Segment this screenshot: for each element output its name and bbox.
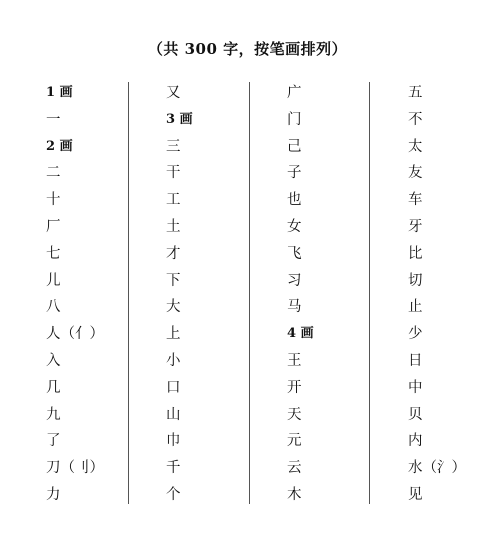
character-cell: 工 <box>166 192 181 209</box>
character-cell: 元 <box>287 433 302 450</box>
character-cell: 下 <box>166 272 181 289</box>
stroke-count-heading: 4 画 <box>287 326 314 342</box>
character-cell: 人（亻） <box>46 326 104 343</box>
table-column <box>408 80 495 509</box>
table-column <box>287 80 407 509</box>
character-cell: 开 <box>287 379 302 396</box>
character-cell: 子 <box>287 165 302 182</box>
character-cell: 刀（刂） <box>46 460 104 477</box>
character-cell: 切 <box>408 272 423 289</box>
character-cell: 中 <box>408 379 423 396</box>
character-cell: 几 <box>46 379 61 396</box>
character-cell: 九 <box>46 406 61 423</box>
character-cell: 力 <box>46 486 61 503</box>
character-cell: 十 <box>46 192 61 209</box>
character-cell: 个 <box>166 486 181 503</box>
character-cell: 比 <box>408 245 423 262</box>
stroke-count-heading: 1 画 <box>46 85 73 100</box>
character-cell: 山 <box>166 406 181 423</box>
character-cell: 也 <box>287 192 302 209</box>
character-cell: 少 <box>408 326 423 343</box>
table-column <box>166 80 286 509</box>
character-cell: 千 <box>166 460 181 477</box>
character-cell: 三 <box>166 138 181 155</box>
character-cell: 女 <box>287 218 302 235</box>
character-cell: 日 <box>408 352 423 369</box>
character-cell: 习 <box>287 272 302 289</box>
stroke-count-heading: 2 画 <box>46 138 73 154</box>
character-cell: 干 <box>166 165 181 182</box>
character-cell: 口 <box>166 379 181 396</box>
character-cell: 五 <box>408 85 423 101</box>
character-cell: 见 <box>408 486 423 503</box>
character-cell: 七 <box>46 245 61 262</box>
character-cell: 天 <box>287 406 302 423</box>
character-cell: 土 <box>166 218 181 235</box>
character-cell: 车 <box>408 192 423 209</box>
character-cell: 太 <box>408 138 423 155</box>
character-cell: 上 <box>166 326 181 343</box>
character-cell: 水（氵） <box>408 460 466 477</box>
character-cell: 止 <box>408 299 423 316</box>
character-cell: 内 <box>408 433 423 450</box>
character-cell: 了 <box>46 433 61 450</box>
character-cell: 云 <box>287 460 302 477</box>
character-cell: 木 <box>287 486 302 503</box>
character-cell: 入 <box>46 352 61 369</box>
character-cell: 己 <box>287 138 302 155</box>
character-cell: 贝 <box>408 406 423 423</box>
character-cell: 大 <box>166 299 181 316</box>
table-column <box>46 80 166 509</box>
character-cell: 儿 <box>46 272 61 289</box>
character-cell: 飞 <box>287 245 302 262</box>
character-cell: 不 <box>408 111 423 128</box>
character-cell: 二 <box>46 165 61 182</box>
character-cell: 巾 <box>166 433 181 450</box>
character-cell: 八 <box>46 299 61 316</box>
character-cell: 才 <box>166 245 181 262</box>
character-cell: 王 <box>287 352 302 369</box>
character-cell: 牙 <box>408 218 423 235</box>
character-cell: 又 <box>166 85 181 101</box>
character-cell: 小 <box>166 352 181 369</box>
character-table <box>0 80 495 505</box>
page-title: （共 300 字，按笔画排列） <box>147 40 348 58</box>
stroke-count-heading: 3 画 <box>166 111 193 127</box>
character-cell: 厂 <box>46 218 61 235</box>
character-cell: 马 <box>287 299 302 316</box>
character-cell: 友 <box>408 165 423 182</box>
character-cell: 门 <box>287 111 302 128</box>
character-cell: 广 <box>287 85 302 101</box>
character-cell: 一 <box>46 111 61 128</box>
